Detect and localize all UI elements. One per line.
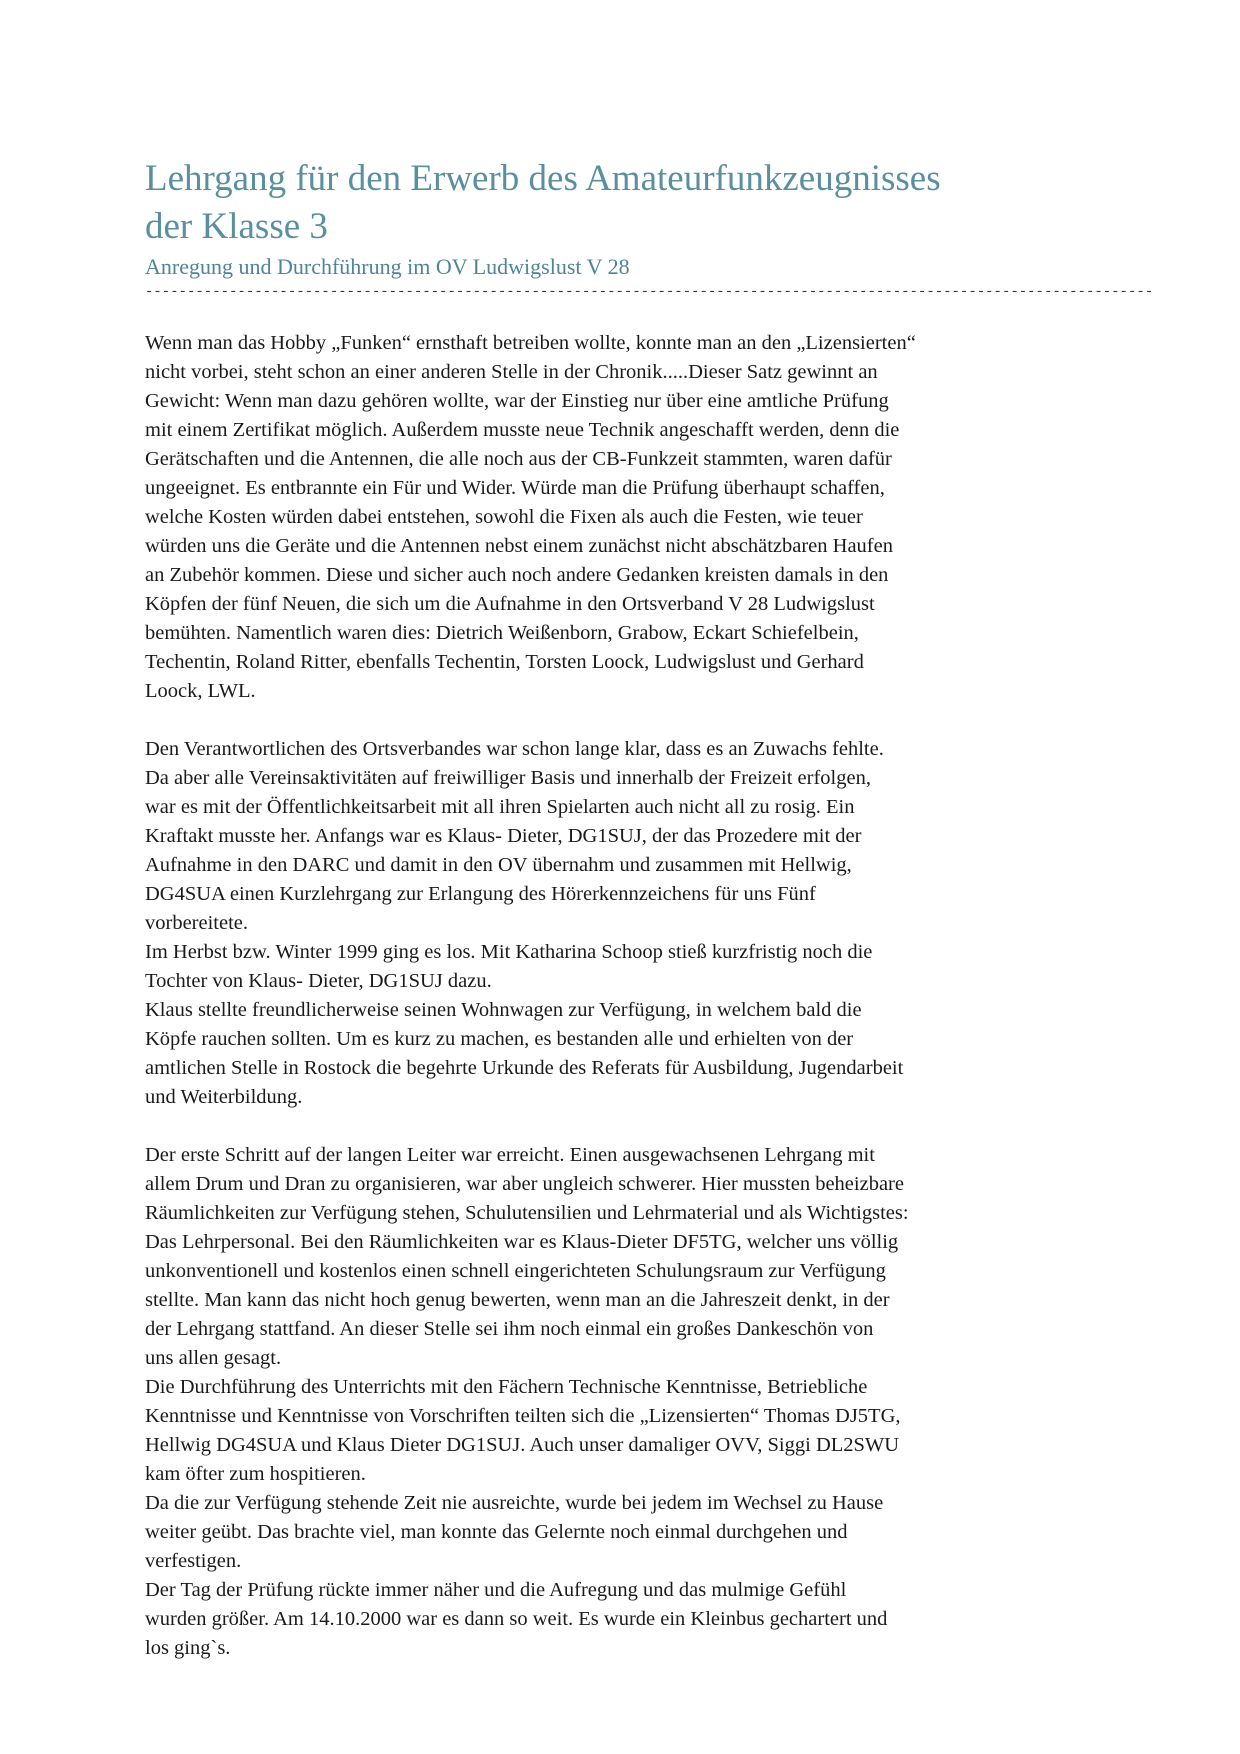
text-line: verfestigen. [145,1550,242,1572]
text-line: der Lehrgang stattfand. An dieser Stelle sei ihm noch einmal ein großes Dankeschön von [145,1318,874,1340]
paragraph-gap [145,1112,1095,1141]
text-line: mit einem Zertifikat möglich. Außerdem musste neue Technik angeschafft werden, denn die [145,419,900,441]
text-line: DG4SUA einen Kurzlehrgang zur Erlangung des Hörerkennzeichens für uns Fünf [145,883,816,905]
text-line: Loock, LWL. [145,680,256,702]
text-line: Da aber alle Vereinsaktivitäten auf freiwilliger Basis und innerhalb der Freizeit erfolgen, [145,767,871,789]
text-line: würden uns die Geräte und die Antennen nebst einem zunächst nicht abschätzbaren Haufen [145,535,893,557]
text-line: Die Durchführung des Unterrichts mit den Fächern Technische Kenntnisse, Betriebliche [145,1376,868,1398]
text-line: Da die zur Verfügung stehende Zeit nie ausreichte, wurde bei jedem im Wechsel zu Hause [145,1492,884,1514]
text-line: wurden größer. Am 14.10.2000 war es dann so weit. Es wurde ein Kleinbus gechartert und [145,1608,888,1630]
text-line: nicht vorbei, steht schon an einer anderen Stelle in der Chronik.....Dieser Satz gewinnt an [145,361,878,383]
text-line: bemühten. Namentlich waren dies: Dietrich Weißenborn, Grabow, Eckart Schiefelbein, [145,622,859,644]
text-line: war es mit der Öffentlichkeitsarbeit mit all ihren Spielarten auch nicht all zu rosig. Ein [145,796,855,818]
text-line: weiter geübt. Das brachte viel, man konnte das Gelernte noch einmal durchgehen und [145,1521,848,1543]
text-line: Das Lehrpersonal. Bei den Räumlichkeiten war es Klaus-Dieter DF5TG, welcher uns völlig [145,1231,899,1253]
text-line: stellte. Man kann das nicht hoch genug bewerten, wenn man an die Jahreszeit denkt, in der [145,1289,890,1311]
text-line: und Weiterbildung. [145,1086,303,1108]
text-line: Köpfe rauchen sollten. Um es kurz zu machen, es bestanden alle und erhielten von der [145,1028,854,1050]
text-line: Tochter von Klaus- Dieter, DG1SUJ dazu. [145,970,492,992]
paragraph-3 [145,1141,1095,1663]
document-content [145,155,1154,1663]
text-line: welche Kosten würden dabei entstehen, sowohl die Fixen als auch die Festen, wie teuer [145,506,863,528]
text-line: Den Verantwortlichen des Ortsverbandes war schon lange klar, dass es an Zuwachs fehlte. [145,738,884,760]
text-line: unkonventionell und kostenlos einen schnell eingerichteten Schulungsraum zur Verfügung [145,1260,886,1282]
text-line: Kenntnisse und Kenntnisse von Vorschriften teilten sich die „Lizensierten“ Thomas DJ5TG, [145,1405,901,1427]
text-line: Gerätschaften und die Antennen, die alle noch aus der CB-Funkzeit stammten, waren dafür [145,448,892,470]
text-line: allem Drum und Dran zu organisieren, war aber ungleich schwerer. Hier mussten beheizbare [145,1173,904,1195]
text-line: Der erste Schritt auf der langen Leiter war erreicht. Einen ausgewachsenen Lehrgang mit [145,1144,875,1166]
text-line: Im Herbst bzw. Winter 1999 ging es los. Mit Katharina Schoop stieß kurzfristig noch die [145,941,873,963]
title-line: der Klasse 3 [145,206,328,247]
document-subtitle: Anregung und Durchführung im OV Ludwigslust V 28 [145,254,630,279]
text-line: Gewicht: Wenn man dazu gehören wollte, war der Einstieg nur über eine amtliche Prüfung [145,390,889,412]
document-title [145,155,1095,251]
text-line: Techentin, Roland Ritter, ebenfalls Techentin, Torsten Loock, Ludwigslust und Gerhard [145,651,864,673]
text-line: vorbereitete. [145,912,249,934]
paragraph-2 [145,735,1095,1112]
dashed-divider: ------------------------------------------------------------------------------------------------------------------------ [145,284,1154,300]
text-line: amtlichen Stelle in Rostock die begehrte Urkunde des Referats für Ausbildung, Jugendarbeit [145,1057,904,1079]
text-line: kam öfter zum hospitieren. [145,1463,366,1485]
text-line: Der Tag der Prüfung rückte immer näher und die Aufregung und das mulmige Gefühl [145,1579,847,1601]
text-line: Köpfen der fünf Neuen, die sich um die Aufnahme in den Ortsverband V 28 Ludwigslust [145,593,875,615]
text-line: los ging`s. [145,1637,231,1659]
paragraph-1 [145,329,1095,706]
text-line: Aufnahme in den DARC und damit in den OV übernahm und zusammen mit Hellwig, [145,854,852,876]
text-line: Räumlichkeiten zur Verfügung stehen, Schulutensilien und Lehrmaterial und als Wichtigstes: [145,1202,909,1224]
text-line: an Zubehör kommen. Diese und sicher auch noch andere Gedanken kreisten damals in den [145,564,889,586]
text-line: Kraftakt musste her. Anfangs war es Klaus- Dieter, DG1SUJ, der das Prozedere mit der [145,825,862,847]
text-line: ungeeignet. Es entbrannte ein Für und Wider. Würde man die Prüfung überhaupt schaffen, [145,477,885,499]
text-line: Wenn man das Hobby „Funken“ ernsthaft betreiben wollte, konnte man an den „Lizensierten“ [145,332,916,354]
text-line: Klaus stellte freundlicherweise seinen Wohnwagen zur Verfügung, in welchem bald die [145,999,862,1021]
body-text [145,329,1095,1663]
text-line: uns allen gesagt. [145,1347,282,1369]
text-line: Hellwig DG4SUA und Klaus Dieter DG1SUJ. Auch unser damaliger OVV, Siggi DL2SWU [145,1434,900,1456]
paragraph-gap [145,706,1095,735]
title-line: Lehrgang für den Erwerb des Amateurfunkzeugnisses [145,158,941,199]
